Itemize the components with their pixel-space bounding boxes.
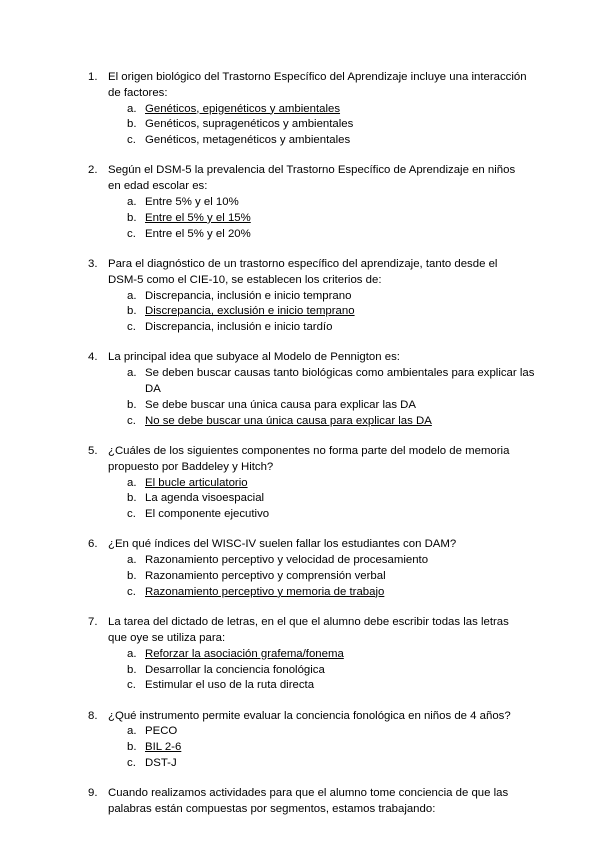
option-letter: c. [127,585,136,598]
option-b [0,398,600,414]
option-text-answer: Genéticos, epigenéticos y ambientales [145,102,341,115]
option-letter: b. [127,211,137,224]
option-text-answer: Razonamiento perceptivo y memoria de trabajo [145,585,385,598]
option-c [0,414,600,430]
question-4 [0,350,600,429]
option-b [0,304,600,320]
question-text: La principal idea que subyace al Modelo de Pennigton es: [108,351,400,364]
option-list [0,195,600,242]
question-2 [0,163,600,242]
question-text: El origen biológico del Trastorno Específico del Aprendizaje incluye una interacción de factores: [108,71,527,99]
option-c [0,227,600,243]
option-text: PECO [145,725,178,738]
option-text: Genéticos, supragenéticos y ambientales [145,118,354,131]
option-letter: b. [127,118,137,131]
question-text: Según el DSM-5 la prevalencia del Trastorno Específico de Aprendizaje en niños en edad escolar es: [108,164,516,193]
option-text: Discrepancia, inclusión e inicio temprano [145,289,352,302]
option-letter: a. [127,554,137,567]
option-letter: a. [127,289,137,302]
option-text: DST-J [145,756,177,769]
option-text: Razonamiento perceptivo y velocidad de procesamiento [145,554,429,567]
option-letter: b. [127,570,137,583]
option-letter: a. [127,367,137,380]
option-c [0,585,600,601]
option-c [0,320,600,336]
question-8 [0,709,600,772]
option-a [0,553,600,569]
option-text: Genéticos, metagenéticos y ambientales [145,134,351,147]
question-number: 1. [88,71,98,83]
option-letter: a. [127,196,137,209]
question-7 [0,615,600,694]
option-letter: c. [127,227,136,240]
option-letter: b. [127,398,137,411]
question-text: ¿Cuáles de los siguientes componentes no forma parte del modelo de memoria propuesto por Baddeley y Hitch? [108,444,510,473]
option-text-answer: Discrepancia, exclusión e inicio temprano [145,305,355,318]
option-c [0,507,600,523]
question-number: 9. [88,787,98,800]
option-list [0,289,600,336]
option-a [0,289,600,305]
question-number: 5. [88,444,98,457]
option-list [0,366,600,429]
option-letter: c. [127,414,136,427]
option-letter: c. [127,679,136,692]
option-text: La agenda visoespacial [145,492,265,505]
question-text: ¿En qué índices del WISC-IV suelen fallar los estudiantes con DAM? [108,538,457,551]
question-number: 7. [88,616,98,629]
option-b [0,491,600,507]
question-number: 4. [88,351,98,364]
option-text: Estimular el uso de la ruta directa [145,679,315,692]
option-text-answer: Reforzar la asociación grafema/fonema [145,647,344,660]
option-letter: c. [127,756,136,769]
option-a [0,647,600,663]
option-text: Se deben buscar causas tanto biológicas como ambientales para explicar las DA [145,367,535,396]
option-text-answer: No se debe buscar una única causa para explicar las DA [145,414,432,427]
option-text-answer: Entre el 5% y el 15% [145,211,251,224]
option-b [0,740,600,756]
option-letter: b. [127,492,137,505]
option-b [0,663,600,679]
question-number: 2. [88,164,98,177]
option-c [0,678,600,694]
option-b [0,117,600,133]
option-letter: c. [127,134,136,147]
option-letter: a. [127,647,137,660]
option-text: Discrepancia, inclusión e inicio tardío [145,321,333,334]
option-a [0,724,600,740]
question-text: Para el diagnóstico de un trastorno específico del aprendizaje, tanto desde el DSM-5 como el CIE-10, se establecen los criterios de: [108,257,498,286]
option-list [0,476,600,523]
option-letter: a. [127,102,137,115]
option-list [0,102,600,149]
question-5 [0,444,600,523]
option-list [0,647,600,694]
question-list [0,70,600,832]
question-3 [0,257,600,336]
option-c [0,756,600,772]
option-list [0,724,600,771]
option-b [0,569,600,585]
question-number: 8. [88,709,98,722]
option-letter: c. [127,321,136,334]
question-6 [0,537,600,600]
question-number: 3. [88,257,98,270]
option-list [0,553,600,600]
option-letter: b. [127,741,137,754]
option-text: Razonamiento perceptivo y comprensión verbal [145,570,386,583]
option-text: Se debe buscar una única causa para explicar las DA [145,398,417,411]
option-letter: c. [127,508,136,521]
question-number: 6. [88,538,98,551]
option-letter: b. [127,663,137,676]
option-letter: a. [127,476,137,489]
option-b [0,211,600,227]
option-text: Entre el 5% y el 20% [145,227,251,240]
option-letter: a. [127,725,137,738]
question-text: ¿Qué instrumento permite evaluar la conciencia fonológica en niños de 4 años? [108,709,511,722]
option-text: Entre 5% y el 10% [145,196,239,209]
option-a [0,102,600,118]
question-text: Cuando realizamos actividades para que el alumno tome conciencia de que las palabras están compuestas por segmentos, estamos trabajando: [108,787,509,816]
option-text: El componente ejecutivo [145,508,270,521]
option-c [0,133,600,149]
question-1 [0,70,600,149]
option-text-answer: BIL 2-6 [145,741,182,754]
option-a [0,476,600,492]
option-text: Desarrollar la conciencia fonológica [145,663,325,676]
question-text: La tarea del dictado de letras, en el que el alumno debe escribir todas las letras que oye se utiliza para: [108,616,509,644]
option-letter: b. [127,305,137,318]
question-9 [0,786,600,818]
option-a [0,366,600,398]
option-a [0,195,600,211]
option-text-answer: El bucle articulatorio [145,476,248,489]
